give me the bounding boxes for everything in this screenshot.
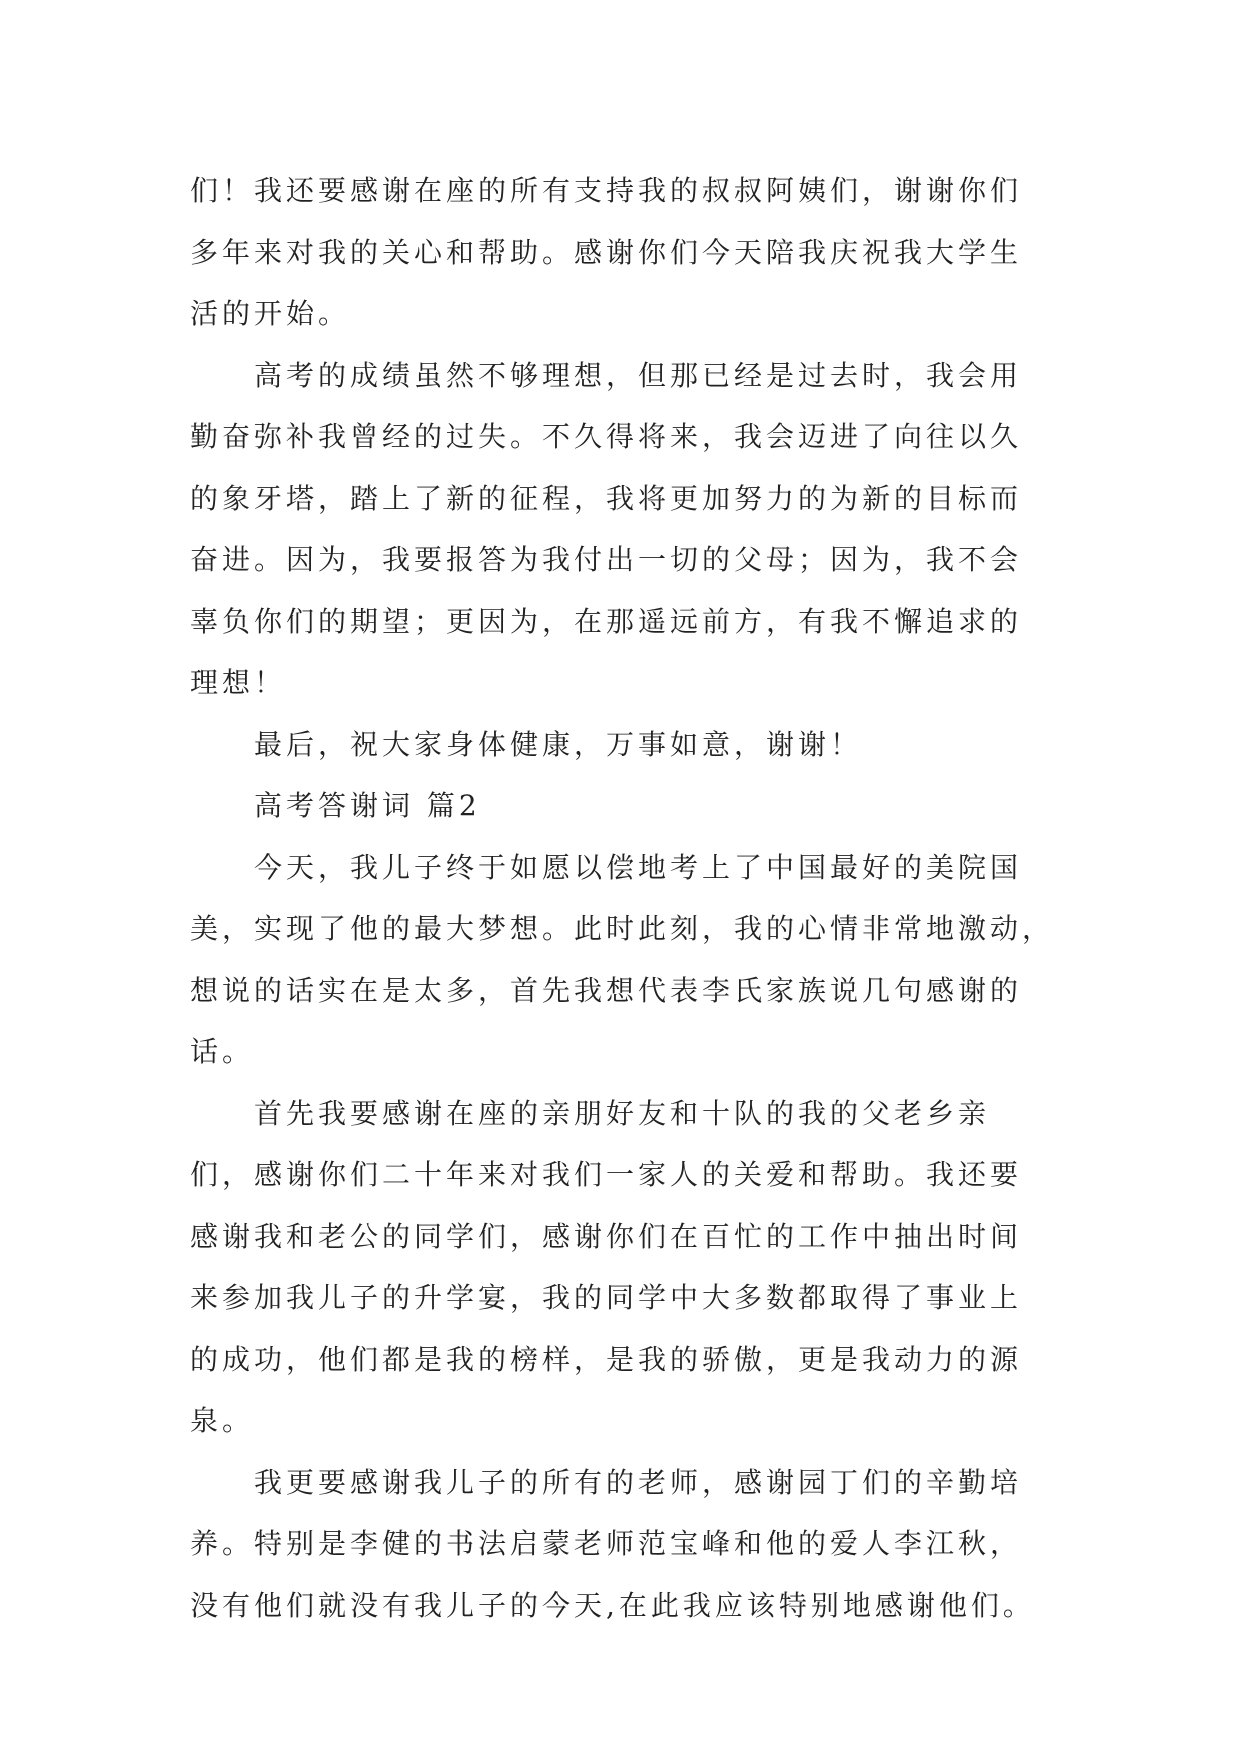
text-line: 今天，我儿子终于如愿以偿地考上了中国最好的美院国 (254, 850, 1023, 884)
section-heading: 高考答谢词 篇2 (254, 789, 481, 822)
text-line: 养。特别是李健的书法启蒙老师范宝峰和他的爱人李江秋， (190, 1527, 1023, 1560)
text-line: 高考的成绩虽然不够理想，但那已经是过去时，我会用 (254, 358, 1023, 392)
text-line: 勤奋弥补我曾经的过失。不久得将来，我会迈进了向往以久 (190, 420, 1023, 453)
text-line: 的象牙塔，踏上了新的征程，我将更加努力的为新的目标而 (190, 481, 1023, 515)
text-line: 们！我还要感谢在座的所有支持我的叔叔阿姨们，谢谢你们 (190, 174, 1023, 207)
text-line: 辜负你们的期望；更因为，在那遥远前方，有我不懈追求的 (190, 604, 1023, 638)
text-line: 我更要感谢我儿子的所有的老师，感谢园丁们的辛勤培 (254, 1465, 1023, 1499)
document-body (190, 160, 1054, 1636)
text-line: 首先我要感谢在座的亲朋好友和十队的我的父老乡亲 (254, 1096, 991, 1130)
text-line: 美，实现了他的最大梦想。此时此刻，我的心情非常地激动， (190, 912, 1054, 945)
text-line: 话。 (190, 1035, 255, 1068)
text-line: 来参加我儿子的升学宴，我的同学中大多数都取得了事业上 (190, 1281, 1023, 1314)
text-line: 没有他们就没有我儿子的今天,在此我应该特别地感谢他们。 (190, 1588, 1035, 1622)
text-line: 理想！ (190, 666, 287, 699)
text-line: 们，感谢你们二十年来对我们一家人的关爱和帮助。我还要 (190, 1158, 1023, 1191)
text-line: 奋进。因为，我要报答为我付出一切的父母；因为，我不会 (190, 543, 1023, 576)
text-line: 泉。 (190, 1404, 255, 1437)
text-line: 多年来对我的关心和帮助。感谢你们今天陪我庆祝我大学生 (190, 235, 1023, 269)
text-line: 最后，祝大家身体健康，万事如意，谢谢！ (254, 727, 863, 761)
text-line: 感谢我和老公的同学们，感谢你们在百忙的工作中抽出时间 (190, 1219, 1023, 1253)
text-line: 活的开始。 (190, 297, 351, 330)
text-line: 的成功，他们都是我的榜样，是我的骄傲，更是我动力的源 (190, 1342, 1023, 1376)
text-line: 想说的话实在是太多，首先我想代表李氏家族说几句感谢的 (190, 973, 1023, 1007)
